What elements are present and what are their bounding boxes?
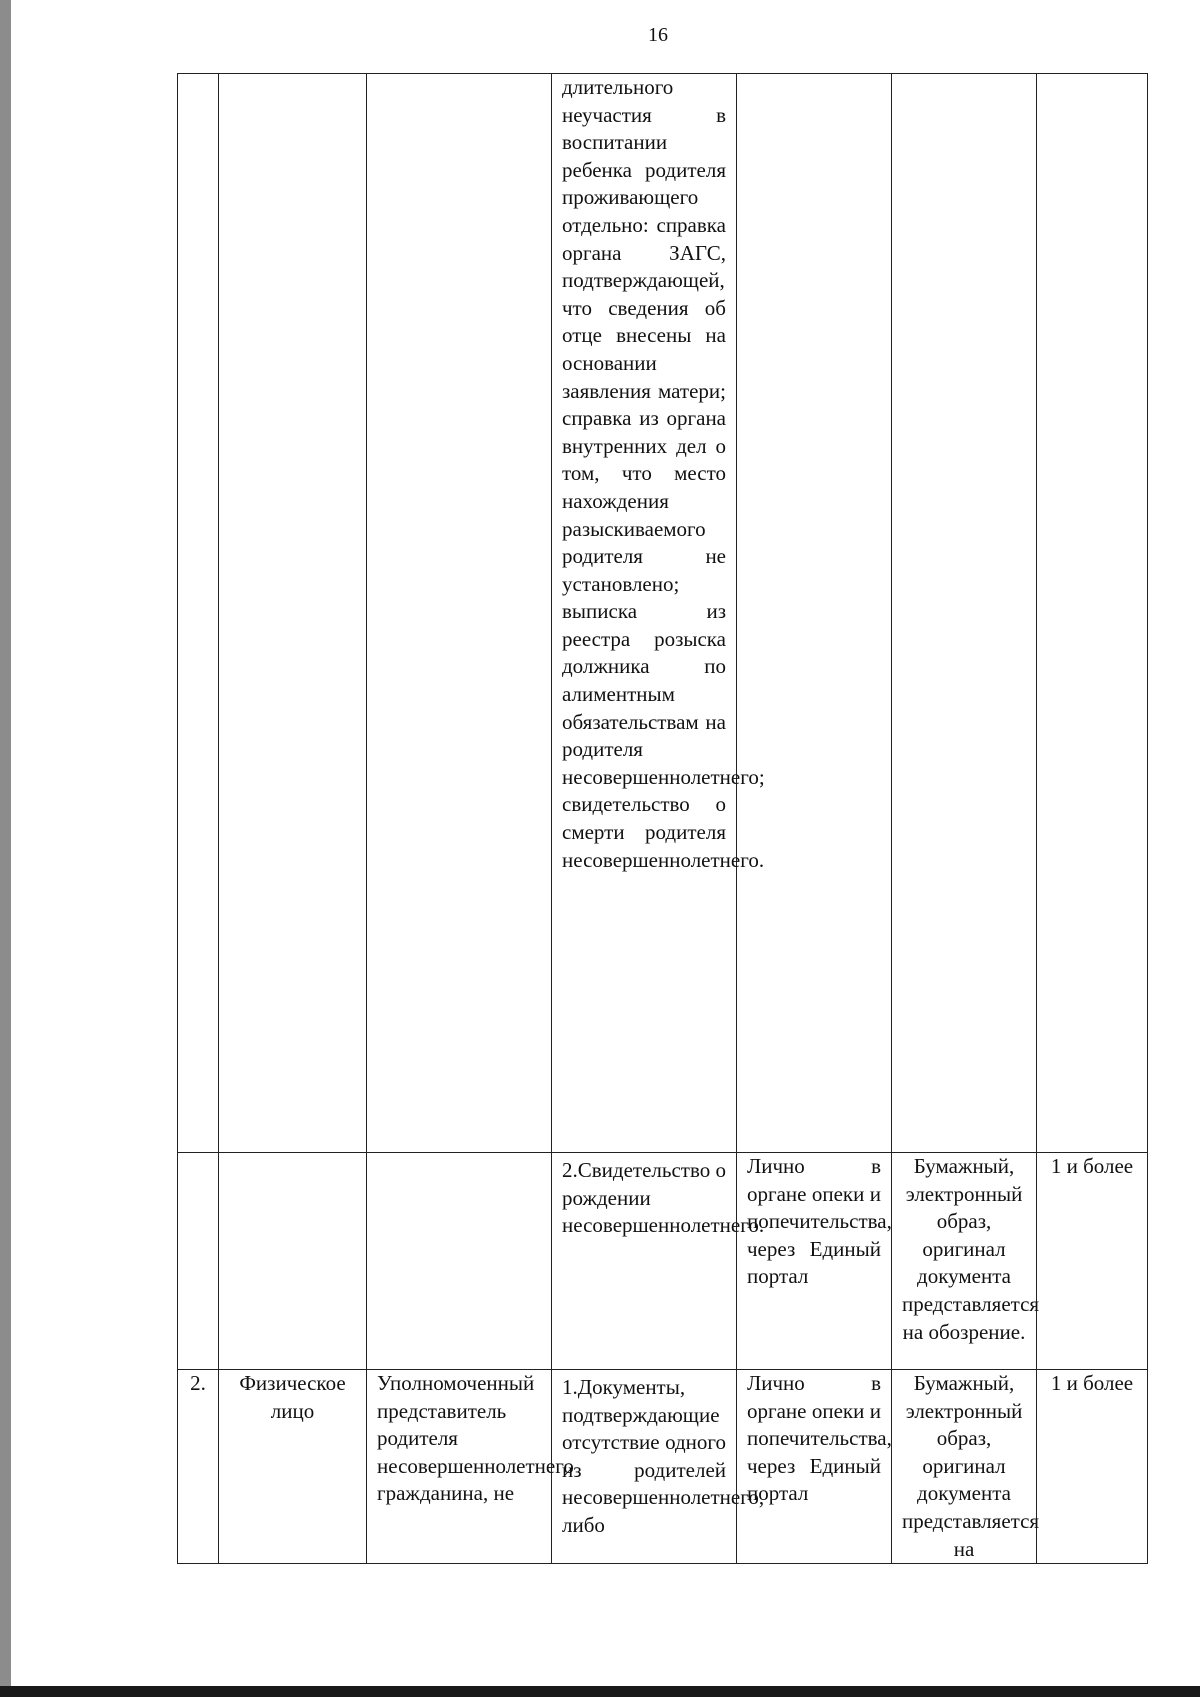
applicant-cell [219,74,367,1153]
scan-bottom-edge [0,1686,1200,1697]
table-row [178,74,1148,1153]
document-cell: 1.Документы, подтверждающие отсутствие одного из родителей несовершеннолетнего, либо [552,1370,737,1564]
document-count-cell: 1 и более [1037,1153,1148,1370]
document-form-cell [892,74,1037,1153]
table-row [178,1370,1148,1564]
scan-left-edge [0,0,11,1697]
page-number: 16 [648,24,668,46]
document-form-cell: Бумажный, электронный образ, оригинал документа представляется на [892,1370,1037,1564]
submission-method-cell [737,74,892,1153]
table-row [178,1153,1148,1370]
representative-cell [367,74,552,1153]
document-cell: длительного неучастия в воспитании ребенка родителя проживающего отдельно: справка органа ЗАГС, подтверждающей, что сведения об отце внесены на основании заявления матери; справка из органа внутренних дел о том, что место нахождения разыскиваемого родителя не установлено; выписка из реестра розыска должника по алиментным обязательствам на родителя несовершеннолетнего; свидетельство о смерти родителя несовершеннолетнего. [552,74,737,1153]
applicant-cell: Физическое лицо [219,1370,367,1564]
row-number-cell [178,1153,219,1370]
representative-cell: Уполномоченный представитель родителя несовершеннолетнего гражданина, не [367,1370,552,1564]
document-count-cell [1037,74,1148,1153]
submission-method-cell: Лично в органе опеки и попечительства, через Единый портал [737,1153,892,1370]
submission-method-cell: Лично в органе опеки и попечительства, через Единый портал [737,1370,892,1564]
document-table [177,73,1148,1564]
row-number-cell: 2. [178,1370,219,1564]
row-number-cell [178,74,219,1153]
applicant-cell [219,1153,367,1370]
document-form-cell: Бумажный, электронный образ, оригинал документа представляется на обозрение. [892,1153,1037,1370]
representative-cell [367,1153,552,1370]
document-count-cell: 1 и более [1037,1370,1148,1564]
document-cell: 2.Свидетельство о рождении несовершеннолетнего. [552,1153,737,1370]
